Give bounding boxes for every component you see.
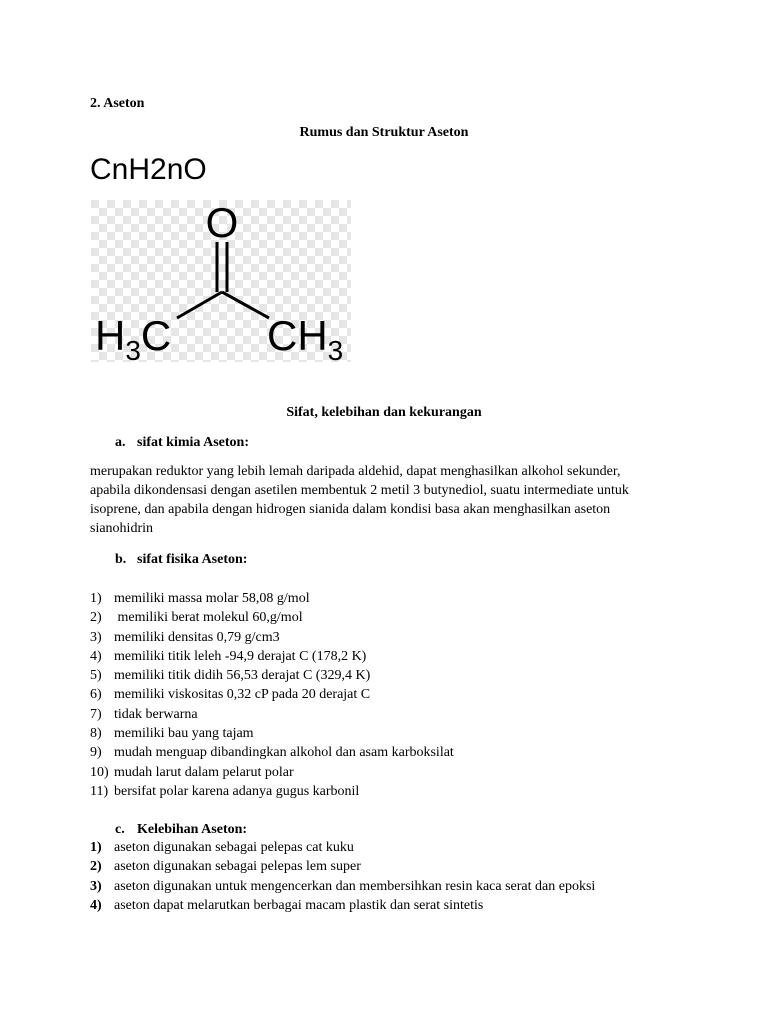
list-number: 11) bbox=[90, 783, 109, 799]
list-item bbox=[90, 589, 454, 608]
structure-title-text: Rumus dan Struktur Aseton bbox=[299, 125, 469, 140]
physical-properties-heading-text: sifat fisika Aseton: bbox=[137, 552, 248, 567]
physical-properties-list bbox=[90, 589, 454, 801]
methyl-left-subscript: 3 bbox=[125, 335, 141, 362]
paragraph-line: merupakan reduktor yang lebih lemah daripada aldehid, dapat menghasilkan alkohol sekunder, bbox=[90, 464, 621, 479]
list-text: memiliki titik didih 56,53 derajat C (329,4 K) bbox=[114, 668, 371, 684]
section-heading: 2. Aseton bbox=[90, 96, 145, 111]
list-item bbox=[90, 705, 454, 724]
list-item bbox=[90, 647, 454, 666]
list-number: 10) bbox=[90, 764, 109, 780]
general-formula: CnH2nO bbox=[90, 153, 207, 186]
list-text: bersifat polar karena adanya gugus karbonil bbox=[114, 783, 360, 799]
list-number: 3) bbox=[90, 629, 102, 645]
list-text: aseton dapat melarutkan berbagai macam plastik dan serat sintetis bbox=[114, 897, 484, 913]
list-item bbox=[90, 608, 454, 627]
methyl-right-subscript: 3 bbox=[327, 335, 344, 362]
list-text: aseton digunakan untuk mengencerkan dan membersihkan resin kaca serat dan epoksi bbox=[114, 878, 596, 894]
physical-properties-heading bbox=[115, 550, 247, 569]
list-text: aseton digunakan sebagai pelepas cat kuku bbox=[114, 840, 354, 855]
advantages-heading bbox=[115, 820, 247, 839]
list-text: memiliki massa molar 58,08 g/mol bbox=[114, 591, 310, 606]
list-text: memiliki bau yang tajam bbox=[114, 726, 254, 742]
list-number: 5) bbox=[90, 668, 102, 684]
oxygen-label: O bbox=[205, 200, 239, 246]
paragraph-line: apabila dikondensasi dengan asetilen membentuk 2 metil 3 butynediol, suatu intermediate untuk bbox=[90, 483, 629, 498]
list-number: 6) bbox=[90, 687, 102, 703]
methyl-left-c: C bbox=[140, 312, 172, 359]
chemical-properties-heading bbox=[115, 433, 249, 452]
list-item bbox=[90, 857, 595, 876]
list-text: memiliki titik leleh -94,9 derajat C (178,2 K) bbox=[114, 648, 367, 664]
list-number: 7) bbox=[90, 706, 102, 722]
list-text: memiliki berat molekul 60,g/mol bbox=[114, 610, 303, 626]
list-item bbox=[90, 724, 454, 743]
list-number: 1) bbox=[90, 840, 102, 855]
list-text: tidak berwarna bbox=[114, 706, 198, 722]
properties-title-text: Sifat, kelebihan dan kekurangan bbox=[286, 405, 482, 420]
physical-properties-letter: b. bbox=[115, 552, 127, 567]
paragraph-line: sianohidrin bbox=[90, 521, 153, 536]
list-item bbox=[90, 896, 595, 915]
list-item bbox=[90, 743, 454, 762]
list-number: 2) bbox=[90, 859, 102, 875]
list-number: 4) bbox=[90, 648, 102, 664]
list-number: 1) bbox=[90, 591, 102, 606]
advantages-heading-text: Kelebihan Aseton: bbox=[137, 822, 248, 837]
list-item bbox=[90, 877, 595, 896]
list-item bbox=[90, 685, 454, 704]
methyl-left-h: H bbox=[95, 312, 126, 359]
list-text: mudah larut dalam pelarut polar bbox=[114, 764, 294, 780]
list-number: 4) bbox=[90, 897, 102, 913]
properties-title bbox=[0, 403, 768, 422]
acetone-structure-diagram bbox=[91, 200, 351, 362]
list-number: 3) bbox=[90, 878, 102, 894]
list-text: memiliki densitas 0,79 g/cm3 bbox=[114, 629, 280, 645]
advantages-letter: c. bbox=[115, 822, 125, 837]
chemical-properties-letter: a. bbox=[115, 435, 126, 450]
list-item bbox=[90, 666, 454, 685]
advantages-list bbox=[90, 838, 595, 915]
paragraph-line: isoprene, dan apabila dengan hidrogen sianida dalam kondisi basa akan menghasilkan aseton bbox=[90, 502, 611, 517]
list-item bbox=[90, 838, 595, 857]
list-number: 8) bbox=[90, 726, 102, 742]
methyl-right-ch: CH bbox=[267, 312, 328, 359]
list-number: 2) bbox=[90, 610, 102, 626]
list-item bbox=[90, 763, 454, 782]
list-text: aseton digunakan sebagai pelepas lem super bbox=[114, 859, 361, 875]
list-number: 9) bbox=[90, 745, 102, 761]
chemical-properties-heading-text: sifat kimia Aseton: bbox=[137, 435, 249, 450]
list-text: mudah menguap dibandingkan alkohol dan asam karboksilat bbox=[114, 745, 454, 761]
list-text: memiliki viskositas 0,32 cP pada 20 derajat C bbox=[114, 687, 371, 703]
list-item bbox=[90, 782, 454, 801]
list-item bbox=[90, 628, 454, 647]
chemical-properties-paragraph bbox=[90, 462, 690, 538]
structure-title bbox=[0, 123, 768, 142]
